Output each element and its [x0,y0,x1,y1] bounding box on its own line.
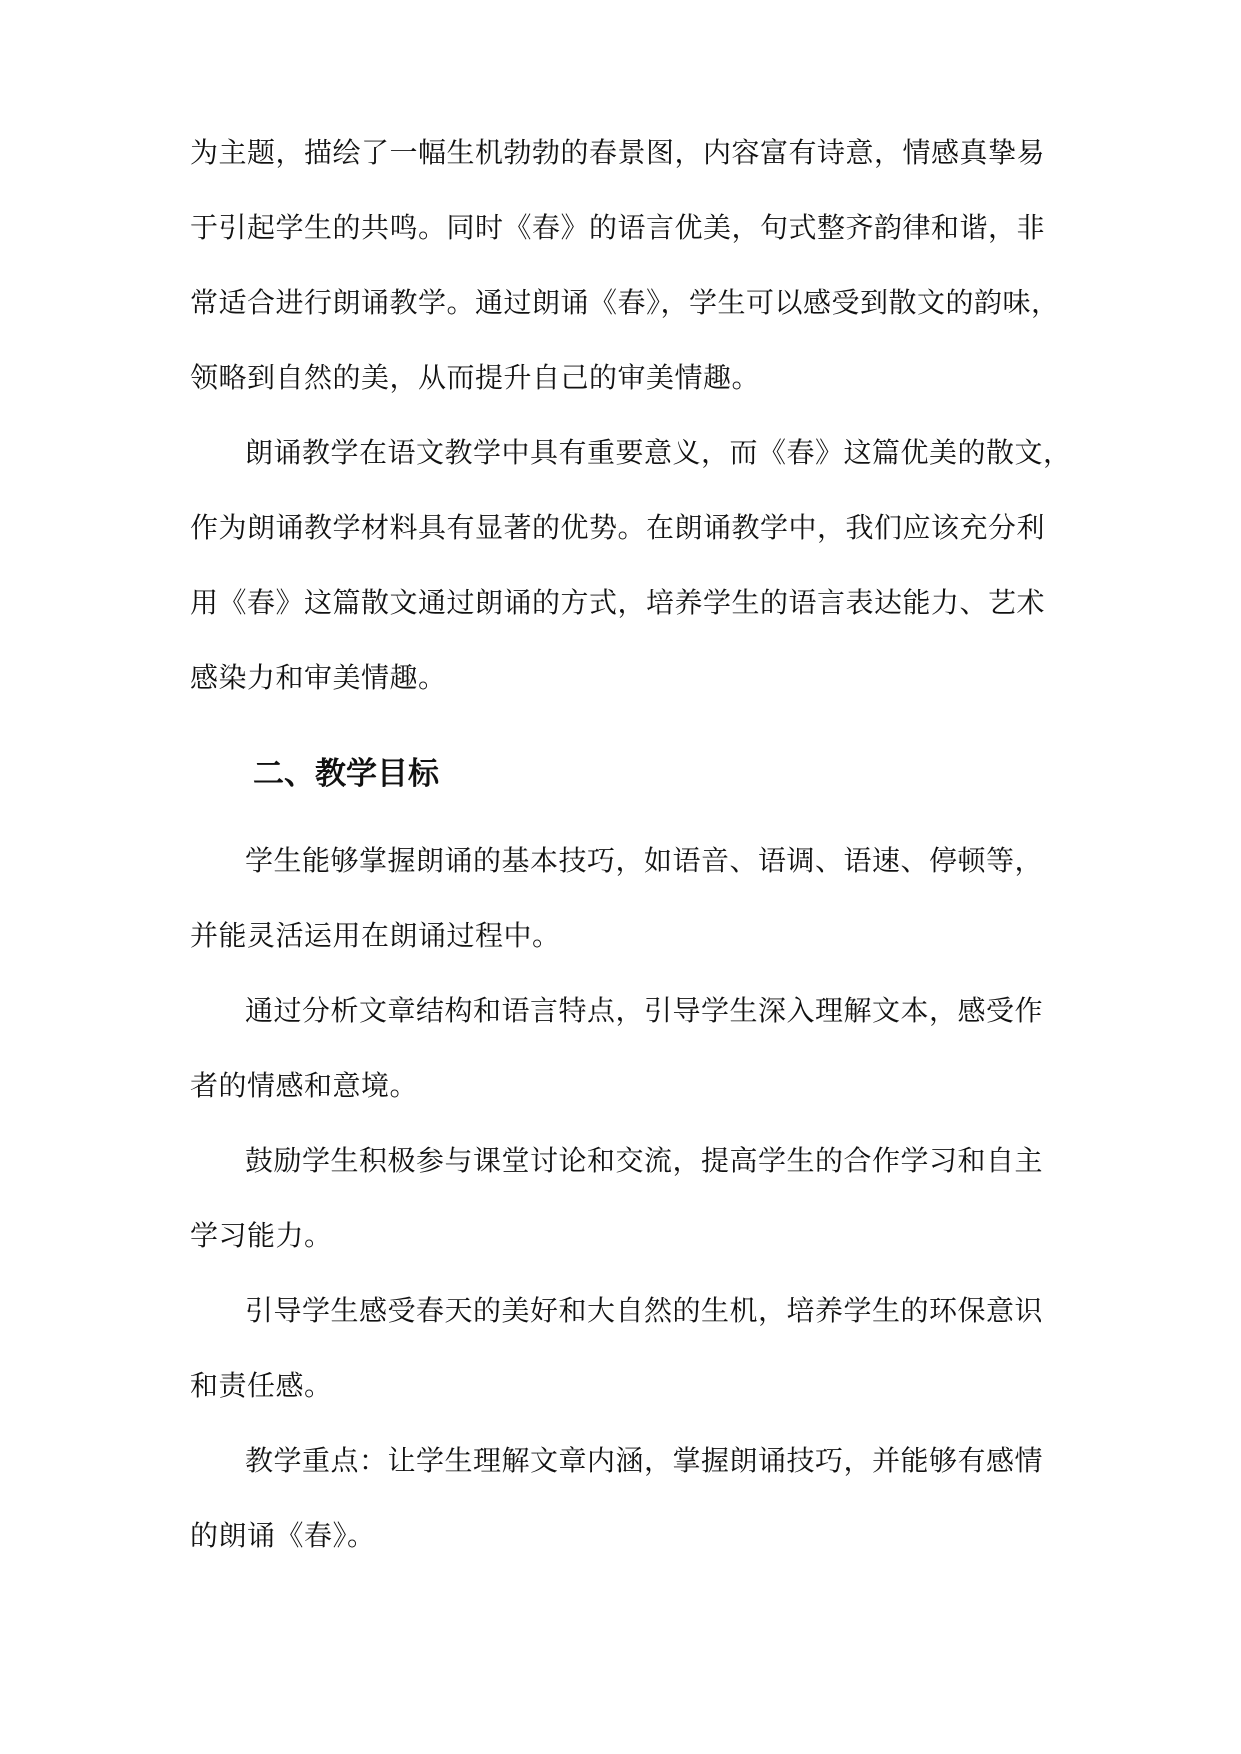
paragraph-line: 用《春》这篇散文通过朗诵的方式，培养学生的语言表达能力、艺术 [190,586,1046,619]
paragraph-line: 和责任感。 [190,1369,333,1402]
paragraph-line: 并能灵活运用在朗诵过程中。 [190,919,561,952]
paragraph-line: 者的情感和意境。 [190,1069,419,1102]
paragraph-line: 领略到自然的美，从而提升自己的审美情趣。 [190,361,761,394]
paragraph-line: 于引起学生的共鸣。同时《春》的语言优美，句式整齐韵律和谐，非 [190,211,1046,244]
paragraph-line: 通过分析文章结构和语言特点，引导学生深入理解文本，感受作 [245,994,1044,1027]
paragraph-line: 鼓励学生积极参与课堂讨论和交流，提高学生的合作学习和自主 [245,1144,1044,1177]
paragraph-line: 朗诵教学在语文教学中具有重要意义，而《春》这篇优美的散文， [245,436,1072,469]
paragraph-line: 引导学生感受春天的美好和大自然的生机，培养学生的环保意识 [245,1294,1044,1327]
paragraph-line: 感染力和审美情趣。 [190,661,447,694]
paragraph-line: 作为朗诵教学材料具有显著的优势。在朗诵教学中，我们应该充分利 [190,511,1046,544]
paragraph-line: 为主题，描绘了一幅生机勃勃的春景图，内容富有诗意，情感真挚易 [190,136,1046,169]
paragraph-line: 学生能够掌握朗诵的基本技巧，如语音、语调、语速、停顿等， [245,844,1044,877]
paragraph-line: 的朗诵《春》。 [190,1519,376,1552]
paragraph-line: 教学重点：让学生理解文章内涵，掌握朗诵技巧，并能够有感情 [245,1444,1044,1477]
section-heading: 二、教学目标 [253,756,439,792]
paragraph-line: 常适合进行朗诵教学。通过朗诵《春》，学生可以感受到散文的韵味， [190,286,1060,319]
paragraph-line: 学习能力。 [190,1219,333,1252]
